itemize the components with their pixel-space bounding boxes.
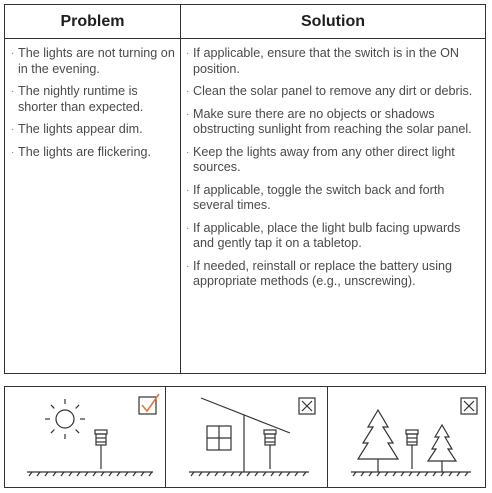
bullet: · — [186, 48, 190, 59]
problem-text: The nightly runtime is shorter than expected. — [18, 84, 144, 114]
solution-item — [186, 46, 484, 77]
cross-icon — [461, 398, 477, 414]
column-divider — [180, 5, 181, 373]
solution-text: Keep the lights away from any other direct light sources. — [193, 144, 455, 174]
solution-item — [186, 183, 484, 214]
sun-icon — [45, 399, 85, 439]
solar-light-icon — [406, 430, 418, 469]
solution-text: If applicable, place the light bulb facing upwards and gently tap it on a tabletop. — [193, 220, 461, 250]
bullet: · — [11, 86, 15, 97]
problem-text: The lights are not turning on in the evening. — [18, 46, 175, 76]
placement-panels — [4, 386, 486, 488]
problem-list — [11, 46, 175, 167]
solution-text: If applicable, ensure that the switch is in the ON position. — [193, 46, 460, 76]
solution-header: Solution — [301, 13, 365, 30]
header-rule — [5, 38, 485, 39]
problem-text: The lights are flickering. — [18, 144, 151, 159]
ground-icon — [27, 472, 153, 476]
house-icon — [201, 398, 290, 472]
bullet: · — [186, 108, 190, 120]
solution-item — [186, 259, 484, 290]
solution-item — [186, 145, 484, 176]
bullet: · — [186, 184, 190, 196]
solution-text: If needed, reinstall or replace the battery using appropriate methods (e.g., unscrewing). — [193, 258, 453, 288]
ground-icon — [351, 472, 471, 476]
solution-item — [186, 107, 484, 138]
panel-open-sun — [27, 394, 159, 476]
problem-item — [11, 122, 175, 138]
panel-under-trees — [351, 398, 477, 476]
tree-icon — [428, 425, 456, 472]
bullet: · — [186, 86, 190, 97]
solution-text: Make sure there are no objects or shadows obstructing sunlight from reaching the solar panel. — [193, 106, 472, 136]
cross-icon — [299, 398, 315, 414]
bullet: · — [186, 222, 190, 234]
bullet: · — [186, 146, 190, 158]
problem-item — [11, 145, 175, 161]
solution-item — [186, 84, 484, 100]
problem-header: Problem — [60, 13, 125, 30]
solution-text: If applicable, toggle the switch back and forth several times. — [193, 182, 445, 212]
placement-illustrations — [5, 387, 485, 487]
bullet: · — [11, 48, 15, 59]
tree-icon — [358, 410, 398, 472]
problem-item — [11, 46, 175, 77]
solar-light-icon — [95, 430, 107, 469]
solution-item — [186, 221, 484, 252]
solar-light-icon — [264, 430, 276, 469]
panel-under-roof — [189, 398, 315, 476]
bullet: · — [186, 260, 190, 272]
problem-text: The lights appear dim. — [18, 122, 143, 136]
bullet: · — [11, 124, 15, 135]
solution-list — [186, 46, 484, 297]
problem-item — [11, 84, 175, 115]
solution-text: Clean the solar panel to remove any dirt or debris. — [193, 84, 473, 98]
troubleshooting-table — [4, 4, 486, 374]
ground-icon — [189, 472, 309, 476]
bullet: · — [11, 146, 15, 158]
